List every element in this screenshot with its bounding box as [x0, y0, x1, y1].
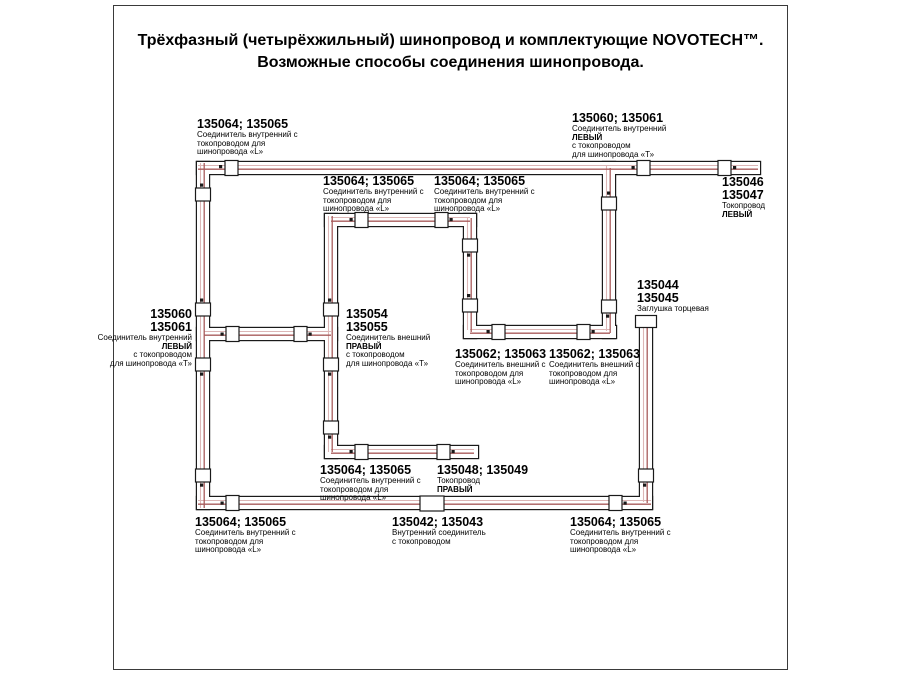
title-line-1: Трёхфазный (четырёхжильный) шинопровод и комплектующие NOVOTECH™. [137, 32, 764, 49]
track-segment [325, 214, 476, 226]
junction-dot [450, 218, 453, 221]
track-segment [464, 214, 476, 338]
part-label-bottom-center: 135042; 135043 Внутренний соединитель с токопроводом [392, 515, 486, 546]
connector-joint [602, 300, 617, 313]
part-code: 135048; 135049 [437, 463, 529, 477]
part-code: 135062; 135063 [455, 347, 547, 361]
connector-joint [196, 188, 211, 201]
junction-dot [350, 218, 353, 221]
connector-joint [602, 197, 617, 210]
junction-dot [200, 299, 203, 302]
junction-dot [467, 254, 470, 257]
straight-coupler [420, 496, 444, 511]
part-code: 135061 [150, 320, 192, 334]
part-label-center-tee: 135054 135055 Соединитель внешний ПРАВЫЙ с токопроводом для шинопровода «Т» [346, 307, 431, 368]
connector-joint [492, 325, 505, 340]
junction-dot [733, 166, 736, 169]
junction-dot [200, 484, 203, 487]
part-label-outer-mid-1: 135062; 135063 Соединитель внешний с токопроводом для шинопровода «L» [455, 347, 547, 386]
connector-joint [324, 421, 339, 434]
part-label-feed-left-end: 135046 135047 Токопровод ЛЕВЫЙ [722, 175, 766, 219]
junction-dot [200, 373, 203, 376]
part-code: 135060 [150, 307, 192, 321]
connector-joint [324, 358, 339, 371]
connector-joint [294, 327, 307, 342]
part-code: 135044 [637, 278, 679, 292]
connector-joint [637, 161, 650, 176]
connector-joint [609, 496, 622, 511]
title-line-2: Возможные способы соединения шинопровода. [257, 54, 644, 71]
part-code: 135064; 135065 [197, 117, 289, 131]
junction-dot [221, 502, 224, 505]
part-code: 135045 [637, 291, 679, 305]
connector-joint [196, 358, 211, 371]
part-code: 135054 [346, 307, 388, 321]
junction-dot [487, 330, 490, 333]
part-code: 135064; 135065 [434, 174, 526, 188]
part-label-inner-top-1: 135064; 135065 Соединитель внутренний с токопроводом для шинопровода «L» [323, 174, 424, 213]
connector-joint [226, 496, 239, 511]
junction-dot [643, 484, 646, 487]
junction-dot [350, 450, 353, 453]
junction-dot [592, 330, 595, 333]
part-code: 135055 [346, 320, 388, 334]
part-code: 135046 [722, 175, 764, 189]
connector-joint [355, 213, 368, 228]
part-label-top-left: 135064; 135065 Соединитель внутренний с токопроводом для шинопровода «L» [197, 117, 298, 156]
track-segment [197, 328, 337, 340]
part-code: 135060; 135061 [572, 111, 664, 125]
connector-joint [225, 161, 238, 176]
part-label-feed-right-end: 135048; 135049 Токопровод ПРАВЫЙ [437, 463, 529, 494]
connector-joint [463, 299, 478, 312]
part-code: 135064; 135065 [323, 174, 415, 188]
connector-joint [226, 327, 239, 342]
part-label-bottom-inner: 135064; 135065 Соединитель внутренний с токопроводом для шинопровода «L» [320, 463, 421, 502]
part-label-bottom-right: 135064; 135065 Соединитель внутренний с токопроводом для шинопровода «L» [570, 515, 671, 554]
part-label-bottom-left: 135064; 135065 Соединитель внутренний с токопроводом для шинопровода «L» [195, 515, 296, 554]
part-code: 135062; 135063 [549, 347, 641, 361]
part-label-end-cap: 135044 135045 Заглушка торцевая [637, 278, 709, 313]
connector-joint [437, 445, 450, 460]
part-code: 135064; 135065 [195, 515, 287, 529]
part-label-top-right: 135060; 135061 Соединитель внутренний ЛЕВЫЙ с токопроводом для шинопровода «Т» [572, 111, 667, 159]
connector-joint [577, 325, 590, 340]
junction-dot [221, 333, 224, 336]
track-segment [197, 162, 760, 174]
connector-joint [463, 239, 478, 252]
track-segment [325, 446, 478, 458]
part-label-left-tee: 135060 135061 Соединитель внутренний ЛЕВЫЙ с токопроводом для шинопровода «Т» [42, 308, 192, 368]
connector-joint [639, 469, 654, 482]
part-label-outer-mid-2: 135062; 135063 Соединитель внешний с токопроводом для шинопровода «L» [549, 347, 641, 386]
junction-dot [309, 333, 312, 336]
end-cap [636, 316, 657, 328]
junction-dot [607, 192, 610, 195]
part-label-inner-top-2: 135064; 135065 Соединитель внутренний с токопроводом для шинопровода «L» [434, 174, 535, 213]
junction-dot [219, 165, 222, 168]
part-code: 135064; 135065 [570, 515, 662, 529]
junction-dot [632, 166, 635, 169]
junction-dot [328, 436, 331, 439]
connector-joint [196, 469, 211, 482]
junction-dot [452, 450, 455, 453]
connector-joint [718, 161, 731, 176]
connector-joint [324, 303, 339, 316]
connector-joint [435, 213, 448, 228]
junction-dot [328, 299, 331, 302]
part-code: 135064; 135065 [320, 463, 412, 477]
junction-dot [624, 502, 627, 505]
junction-dot [200, 184, 203, 187]
junction-dot [328, 373, 331, 376]
connector-joint [355, 445, 368, 460]
part-code: 135047 [722, 188, 764, 202]
connector-joint [196, 303, 211, 316]
junction-dot [467, 294, 470, 297]
junction-dot [606, 315, 609, 318]
part-code: 135042; 135043 [392, 515, 484, 529]
